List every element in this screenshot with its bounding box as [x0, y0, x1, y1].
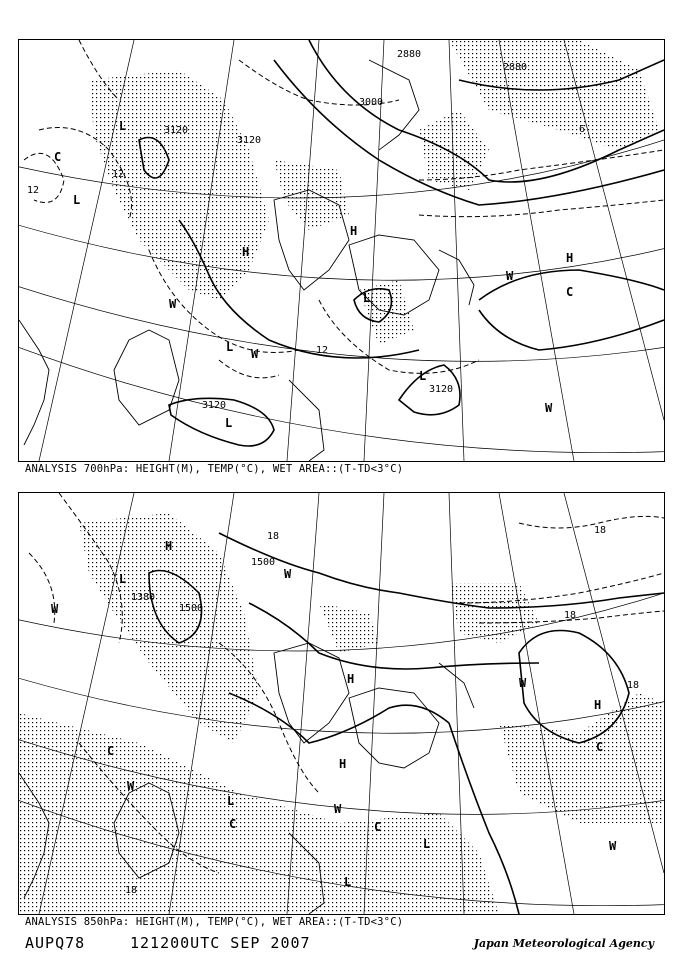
symbol-H: H [347, 672, 355, 686]
temp-label: 6 [579, 124, 586, 135]
symbol-L: L [344, 875, 352, 889]
temp-label: 12 [27, 185, 40, 196]
map-panel-700hpa [18, 39, 665, 462]
temp-label: 18 [594, 525, 607, 536]
symbol-H: H [350, 224, 358, 238]
symbol-H: H [339, 757, 347, 771]
symbol-L: L [226, 340, 234, 354]
temp-label: 12 [112, 169, 125, 180]
height-label: 3120 [237, 135, 262, 146]
symbol-L: L [227, 794, 235, 808]
height-label: 3000 [359, 97, 384, 108]
height-label: 1500 [251, 557, 276, 568]
symbol-W: W [609, 839, 617, 853]
symbol-C: C [566, 285, 574, 299]
symbol-C: C [107, 744, 115, 758]
map-panel-850hpa [18, 492, 665, 915]
temp-label: 18 [627, 680, 640, 691]
caption-850hpa: ANALYSIS 850hPa: HEIGHT(M), TEMP(°C), WET AREA::(T-TD<3°C) [25, 916, 404, 928]
symbol-L: L [225, 416, 233, 430]
analysis-time: 121200UTC SEP 2007 [130, 934, 311, 952]
symbol-H: H [566, 251, 574, 265]
map-700hpa-svg [19, 40, 664, 461]
temp-label: 12 [316, 345, 329, 356]
symbol-W: W [51, 602, 59, 616]
chart-code: AUPQ78 [25, 934, 86, 952]
symbol-H: H [165, 539, 173, 553]
height-label: 2880 [397, 49, 422, 60]
symbol-W: W [251, 347, 259, 361]
symbol-L: L [363, 291, 371, 305]
symbol-W: W [545, 401, 553, 415]
height-label: 3120 [429, 384, 454, 395]
height-label: 1380 [131, 592, 156, 603]
map-850hpa-svg [19, 493, 664, 914]
height-label: 2880 [503, 62, 528, 73]
symbol-L: L [119, 119, 127, 133]
symbol-H: H [242, 245, 250, 259]
symbol-C: C [54, 150, 62, 164]
symbol-W: W [519, 676, 527, 690]
symbol-C: C [596, 740, 604, 754]
symbol-L: L [419, 369, 427, 383]
symbol-L: L [73, 193, 81, 207]
symbol-W: W [284, 567, 292, 581]
symbol-L: L [119, 572, 127, 586]
height-label: 3120 [164, 125, 189, 136]
temp-label: 18 [267, 531, 280, 542]
caption-700hpa: ANALYSIS 700hPa: HEIGHT(M), TEMP(°C), WET AREA::(T-TD<3°C) [25, 463, 404, 475]
temp-label: 18 [564, 610, 577, 621]
temp-label: 18 [125, 885, 138, 896]
symbol-C: C [374, 820, 382, 834]
height-label: 3120 [202, 400, 227, 411]
symbol-W: W [127, 779, 135, 793]
symbol-W: W [334, 802, 342, 816]
symbol-L: L [423, 837, 431, 851]
symbol-W: W [506, 269, 514, 283]
symbol-C: C [229, 817, 237, 831]
agency-name: Japan Meteorological Agency [473, 937, 654, 950]
height-label: 1500 [179, 603, 204, 614]
symbol-W: W [169, 297, 177, 311]
symbol-H: H [594, 698, 602, 712]
